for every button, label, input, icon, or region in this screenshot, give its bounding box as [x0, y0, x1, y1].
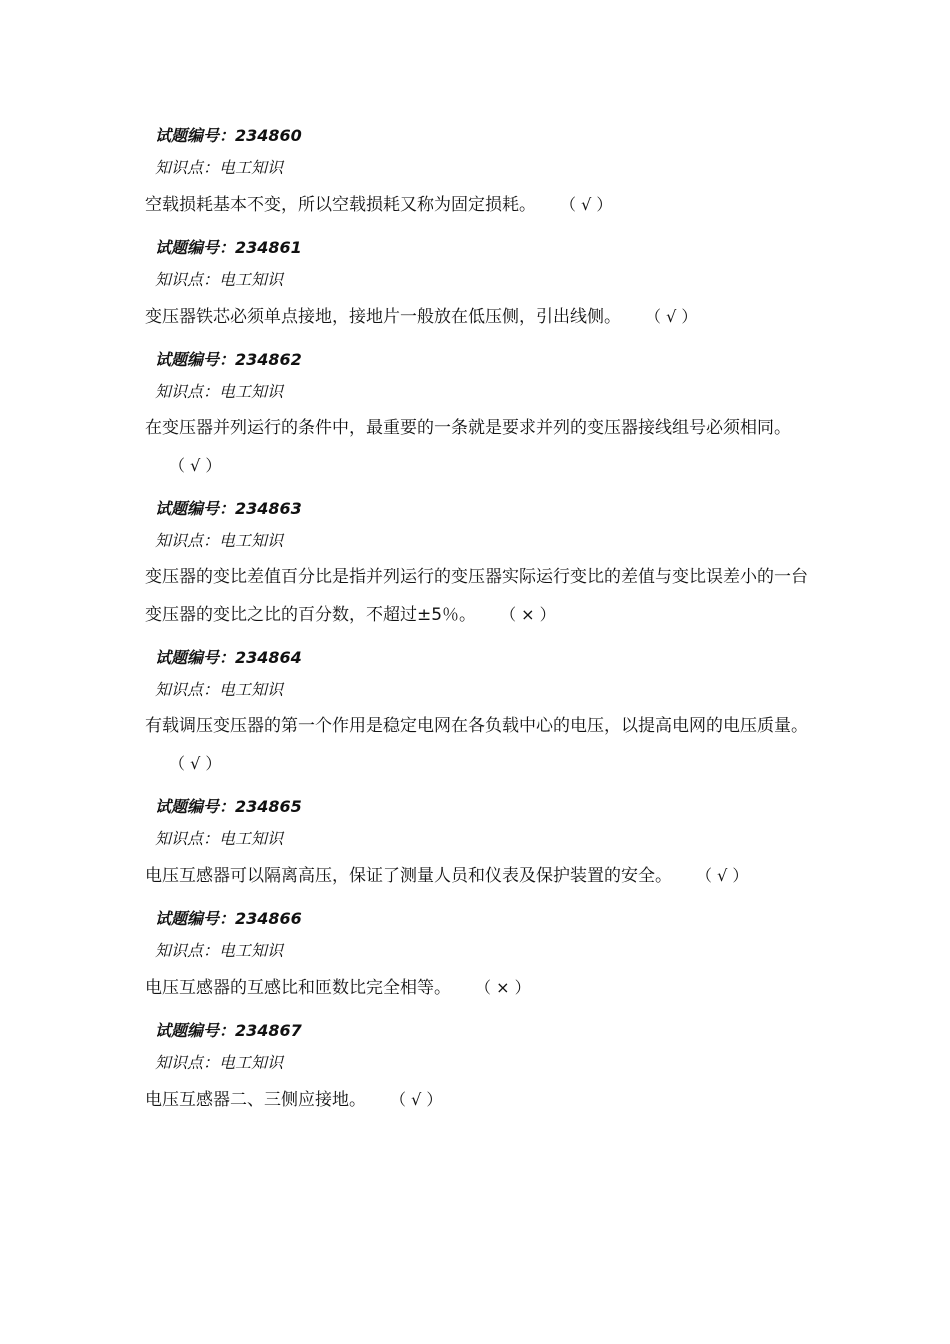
question-statement	[145, 559, 815, 634]
knowledge-point: 知识点：电工知识	[155, 382, 284, 401]
statement-text: 空载损耗基本不变，所以空载损耗又称为固定损耗。	[145, 195, 536, 215]
question-id: 试题编号：234861	[155, 238, 302, 257]
knowledge-point: 知识点：电工知识	[155, 680, 284, 699]
question-block	[145, 793, 815, 895]
question-id: 试题编号：234860	[155, 126, 302, 145]
answer-mark: （ √ ）	[169, 754, 222, 773]
statement-text: 电压互感器可以隔离高压，保证了测量人员和仪表及保护装置的安全。	[145, 866, 672, 886]
question-id: 试题编号：234867	[155, 1021, 302, 1040]
statement-text: 变压器的变比差值百分比是指并列运行的变压器实际运行变比的差值与变比误差小的一台变压器的变比之比的百分数，不超过±5％。	[145, 567, 808, 625]
question-statement	[145, 298, 815, 336]
answer-mark: （ √ ）	[645, 307, 698, 326]
question-block	[145, 495, 815, 634]
question-statement	[145, 969, 815, 1007]
statement-text: 有载调压变压器的第一个作用是稳定电网在各负载中心的电压，以提高电网的电压质量。	[145, 716, 808, 736]
question-statement	[145, 186, 815, 224]
statement-text: 电压互感器的互感比和匝数比完全相等。	[145, 978, 451, 998]
knowledge-point: 知识点：电工知识	[155, 941, 284, 960]
answer-mark: （ √ ）	[390, 1090, 443, 1109]
question-block	[145, 234, 815, 336]
question-statement	[145, 708, 815, 783]
question-id: 试题编号：234863	[155, 499, 302, 518]
answer-mark: （ × ）	[475, 978, 531, 997]
question-block	[145, 122, 815, 224]
answer-mark: （ √ ）	[560, 195, 613, 214]
question-id: 试题编号：234862	[155, 350, 302, 369]
question-id: 试题编号：234866	[155, 909, 302, 928]
knowledge-point: 知识点：电工知识	[155, 1053, 284, 1072]
knowledge-point: 知识点：电工知识	[155, 270, 284, 289]
question-id: 试题编号：234864	[155, 648, 302, 667]
answer-mark: （ √ ）	[696, 866, 749, 885]
statement-text: 电压互感器二、三侧应接地。	[145, 1090, 366, 1110]
statement-text: 变压器铁芯必须单点接地，接地片一般放在低压侧，引出线侧。	[145, 307, 621, 327]
question-statement	[145, 1081, 815, 1119]
knowledge-point: 知识点：电工知识	[155, 158, 284, 177]
question-block	[145, 644, 815, 783]
knowledge-point: 知识点：电工知识	[155, 531, 284, 550]
knowledge-point: 知识点：电工知识	[155, 829, 284, 848]
question-statement	[145, 410, 815, 485]
question-statement	[145, 857, 815, 895]
answer-mark: （ √ ）	[169, 456, 222, 475]
question-id: 试题编号：234865	[155, 797, 302, 816]
statement-text: 在变压器并列运行的条件中，最重要的一条就是要求并列的变压器接线组号必须相同。	[145, 418, 791, 438]
question-block	[145, 1017, 815, 1119]
document-page	[145, 122, 815, 1129]
question-block	[145, 905, 815, 1007]
answer-mark: （ × ）	[500, 605, 556, 624]
question-block	[145, 346, 815, 485]
